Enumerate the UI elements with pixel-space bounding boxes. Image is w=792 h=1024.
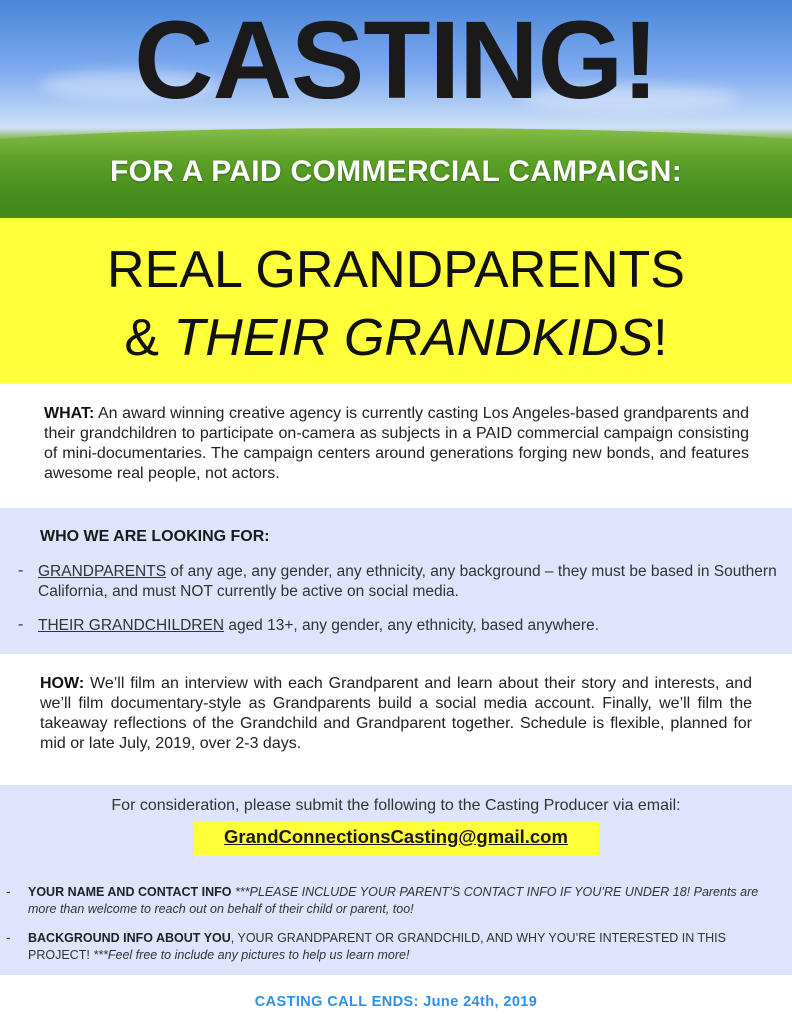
submit-item-background (28, 930, 778, 964)
submit-item-contact (28, 884, 778, 918)
what-text: An award winning creative agency is currently casting Los Angeles-based grandparents and their grandchildren to participate on-camera as subjects in a PAID commercial campaign consisting of mini-documentaries. The campaign centers around generations forging new bonds, and features awesome real people, not actors. (44, 405, 749, 482)
bullet-dash: - (18, 616, 24, 633)
submit-item-italic: ***PLEASE INCLUDE YOUR PARENT’S CONTACT INFO IF YOU’RE UNDER 18! Parents are more than welcome to reach out on behalf of their child or parent, too! (28, 885, 759, 916)
submit-section (0, 785, 792, 975)
page-title: CASTING! (134, 0, 658, 122)
who-item-text: of any age, any gender, any ethnicity, any background – they must be based in Southern California, and must NOT currently be active on social media. (38, 563, 777, 600)
who-item-term: THEIR GRANDCHILDREN (38, 617, 225, 634)
headline-ampersand: & (124, 309, 174, 367)
bullet-dash: - (6, 929, 11, 945)
how-text: We’ll film an interview with each Grandparent and learn about their story and interests, and we’ll film documentary-style as Grandparents build a social media account. Finally, we’ll film the takeaway reflections of the Grandchild and Grandparent together. Schedule is flexible, planned for mid or late July, 2019, over 2-3 days. (40, 675, 752, 752)
how-label: HOW: (40, 675, 85, 692)
email-link[interactable]: GrandConnectionsCasting@gmail.com (224, 826, 568, 847)
bullet-dash: - (6, 883, 11, 899)
who-item-term: GRANDPARENTS (38, 563, 167, 580)
casting-deadline: CASTING CALL ENDS: June 24th, 2019 (254, 994, 538, 1010)
who-heading: WHO WE ARE LOOKING FOR: (40, 528, 270, 545)
submit-item-bold: YOUR NAME AND CONTACT INFO (28, 885, 232, 899)
who-item-grandparents (38, 562, 778, 602)
submit-item-italic: ***Feel free to include any pictures to help us learn more! (93, 948, 410, 962)
what-paragraph (44, 404, 749, 484)
bullet-dash: - (18, 562, 24, 579)
submit-intro: For consideration, please submit the following to the Casting Producer via email: (111, 797, 681, 814)
page-subtitle: FOR A PAID COMMERCIAL CAMPAIGN: (109, 155, 683, 188)
what-label: WHAT: (44, 405, 95, 422)
headline-banner (0, 218, 792, 383)
submit-item-plain: , YOUR GRANDPARENT OR GRANDCHILD, AND WHY YOU’RE INTERESTED IN THIS PROJECT! (28, 931, 726, 962)
how-paragraph (40, 674, 752, 754)
hero-banner (0, 0, 792, 218)
headline-line-2 (0, 308, 792, 368)
headline-grandkids: THEIR GRANDKIDS (173, 309, 654, 367)
who-section (0, 508, 792, 654)
submit-item-bold: BACKGROUND INFO ABOUT YOU (28, 931, 231, 945)
who-item-text: aged 13+, any gender, any ethnicity, based anywhere. (224, 617, 600, 634)
how-section (0, 658, 792, 780)
headline-exclamation: ! (653, 309, 668, 367)
who-item-grandchildren (38, 616, 778, 636)
email-highlight (193, 822, 599, 856)
headline-line-1: REAL GRANDPARENTS (107, 241, 685, 299)
what-section (0, 388, 792, 503)
